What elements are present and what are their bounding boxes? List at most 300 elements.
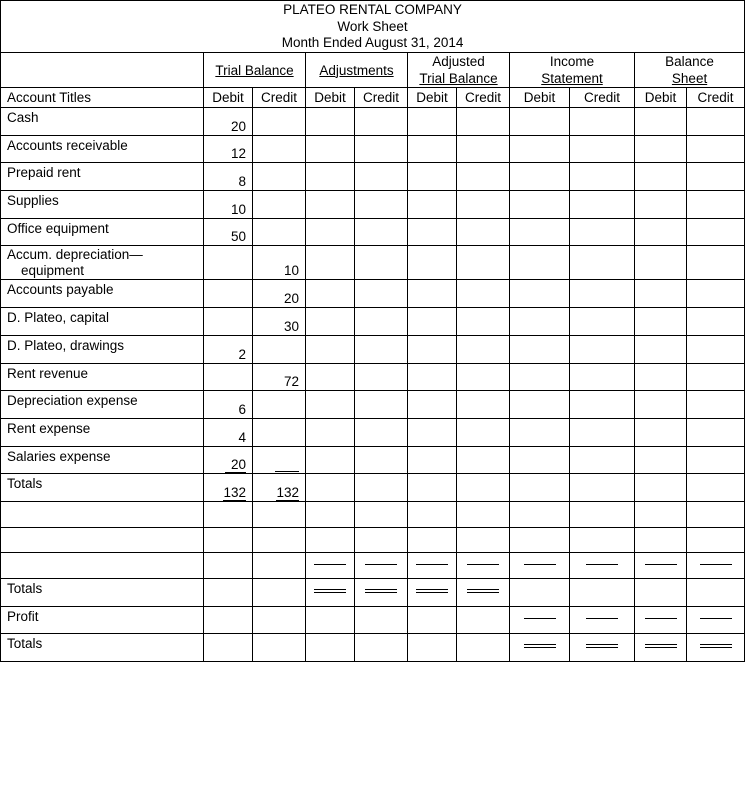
cell <box>687 280 745 308</box>
tb-debit <box>204 135 253 163</box>
cell <box>687 501 745 527</box>
footer-rows <box>1 474 745 662</box>
cell <box>635 308 687 336</box>
cell <box>306 391 355 419</box>
cell <box>635 280 687 308</box>
cell <box>510 606 570 634</box>
cell <box>457 474 510 502</box>
cell <box>570 191 635 219</box>
cell <box>355 163 408 191</box>
account-title: Depreciation expense <box>1 391 204 419</box>
title-block <box>1 1 745 53</box>
account-title: Salaries expense <box>1 446 204 474</box>
tb-debit <box>204 308 253 336</box>
account-row <box>1 280 745 308</box>
tb-credit-value: 20 <box>283 291 299 307</box>
cell <box>510 335 570 363</box>
final-totals-row <box>1 634 745 662</box>
cell <box>355 634 408 662</box>
account-title: Totals <box>1 579 204 607</box>
cell <box>570 391 635 419</box>
cell <box>510 553 570 579</box>
cell <box>355 474 408 502</box>
cell <box>408 418 457 446</box>
cell <box>457 135 510 163</box>
cell <box>355 308 408 336</box>
group-income-line1: Income <box>549 54 595 69</box>
tb-credit <box>253 335 306 363</box>
cell <box>457 218 510 246</box>
cell <box>570 553 635 579</box>
cell <box>204 501 253 527</box>
cell <box>355 391 408 419</box>
cell <box>408 191 457 219</box>
tb-credit <box>253 391 306 419</box>
cell <box>687 391 745 419</box>
blank-row <box>1 501 745 527</box>
cell <box>457 335 510 363</box>
cell <box>570 501 635 527</box>
cell <box>570 135 635 163</box>
cell <box>408 335 457 363</box>
cell <box>355 135 408 163</box>
cell <box>570 108 635 136</box>
cell <box>635 634 687 662</box>
cell <box>457 391 510 419</box>
cell <box>204 579 253 607</box>
tb-debit-value: 6 <box>238 401 246 417</box>
account-row <box>1 335 745 363</box>
cell <box>355 501 408 527</box>
cell <box>408 308 457 336</box>
cell <box>635 527 687 553</box>
cell <box>408 446 457 474</box>
cell <box>253 527 306 553</box>
cell <box>687 606 745 634</box>
tb-credit-total <box>253 474 306 502</box>
cell <box>635 108 687 136</box>
cell <box>408 606 457 634</box>
group-adjustments-label: Adjustments <box>319 62 394 78</box>
cell <box>408 553 457 579</box>
cell <box>306 163 355 191</box>
cell <box>510 280 570 308</box>
double-rule <box>365 589 397 593</box>
account-title: D. Plateo, capital <box>1 308 204 336</box>
account-row <box>1 446 745 474</box>
tb-debit <box>204 191 253 219</box>
cell <box>457 501 510 527</box>
cell <box>510 218 570 246</box>
cell <box>687 474 745 502</box>
account-row <box>1 191 745 219</box>
group-income-statement <box>510 53 635 88</box>
cell <box>510 191 570 219</box>
cell <box>510 363 570 391</box>
account-row <box>1 363 745 391</box>
tb-debit-value: 10 <box>230 201 246 217</box>
cell <box>1 527 204 553</box>
tb-credit <box>253 280 306 308</box>
double-rule <box>586 644 618 648</box>
account-title: Rent revenue <box>1 363 204 391</box>
cell <box>355 606 408 634</box>
blank-row <box>1 527 745 553</box>
cell <box>355 579 408 607</box>
cell <box>635 418 687 446</box>
cell <box>306 218 355 246</box>
cell <box>635 163 687 191</box>
group-balance-sheet <box>635 53 745 88</box>
cell <box>408 218 457 246</box>
cell <box>457 418 510 446</box>
cell <box>355 246 408 280</box>
single-rule <box>645 618 677 619</box>
single-rule <box>524 618 556 619</box>
single-rule <box>365 564 397 565</box>
tb-credit <box>253 446 306 474</box>
cell <box>204 527 253 553</box>
cell <box>408 391 457 419</box>
single-rule <box>645 564 677 565</box>
cell <box>204 553 253 579</box>
group-income-line2: Statement <box>541 71 603 86</box>
cell <box>306 335 355 363</box>
cell <box>204 634 253 662</box>
cell <box>355 108 408 136</box>
cell <box>306 191 355 219</box>
company-name: PLATEO RENTAL COMPANY <box>283 2 462 17</box>
col-atb-debit: Debit <box>408 88 457 108</box>
cell <box>457 363 510 391</box>
cell <box>306 553 355 579</box>
tb-debit <box>204 108 253 136</box>
account-title: Rent expense <box>1 418 204 446</box>
col-atb-credit: Credit <box>457 88 510 108</box>
cell <box>510 163 570 191</box>
group-adjustments <box>306 53 408 88</box>
col-is-debit: Debit <box>510 88 570 108</box>
cell <box>457 191 510 219</box>
cell <box>570 163 635 191</box>
tb-debit <box>204 280 253 308</box>
cell <box>457 606 510 634</box>
cell <box>635 218 687 246</box>
group-balance-line1: Balance <box>665 54 714 69</box>
tb-debit <box>204 363 253 391</box>
cell <box>635 363 687 391</box>
cell <box>408 246 457 280</box>
tb-credit <box>253 218 306 246</box>
double-rule <box>524 644 556 648</box>
account-row <box>1 108 745 136</box>
cell <box>306 280 355 308</box>
group-header-row <box>1 53 745 88</box>
cell <box>408 280 457 308</box>
cell <box>355 446 408 474</box>
cell <box>687 246 745 280</box>
tb-credit <box>253 308 306 336</box>
cell <box>510 308 570 336</box>
cell <box>457 280 510 308</box>
cell <box>408 634 457 662</box>
single-rule <box>275 457 299 472</box>
cell <box>570 474 635 502</box>
tb-debit-value: 20 <box>225 457 246 473</box>
tb-credit <box>253 246 306 280</box>
cell <box>355 527 408 553</box>
group-blank <box>1 53 204 88</box>
single-rule <box>467 564 499 565</box>
cell <box>306 579 355 607</box>
col-bs-credit: Credit <box>687 88 745 108</box>
tb-credit <box>253 163 306 191</box>
cell <box>253 553 306 579</box>
tb-credit-value: 30 <box>283 318 299 334</box>
report-name: Work Sheet <box>337 18 408 34</box>
cell <box>306 446 355 474</box>
group-adjusted-trial-balance <box>408 53 510 88</box>
tb-credit <box>253 108 306 136</box>
cell <box>408 579 457 607</box>
cell <box>457 527 510 553</box>
tb-debit-total-value: 132 <box>223 485 246 502</box>
cell <box>457 446 510 474</box>
cell <box>687 135 745 163</box>
account-title: Profit <box>1 606 204 634</box>
account-row <box>1 391 745 419</box>
tb-debit-value: 12 <box>230 146 246 162</box>
tb-debit <box>204 163 253 191</box>
double-rule <box>467 589 499 593</box>
single-rule <box>524 564 556 565</box>
cell <box>687 163 745 191</box>
cell <box>408 135 457 163</box>
account-title <box>1 246 204 280</box>
double-rule <box>645 644 677 648</box>
cell <box>253 579 306 607</box>
tb-credit <box>253 135 306 163</box>
cell <box>570 527 635 553</box>
col-tb-debit: Debit <box>204 88 253 108</box>
cell <box>204 606 253 634</box>
cell <box>570 363 635 391</box>
cell <box>457 553 510 579</box>
account-title: Office equipment <box>1 218 204 246</box>
cell <box>408 527 457 553</box>
cell <box>306 135 355 163</box>
cell <box>510 527 570 553</box>
group-trial-balance <box>204 53 306 88</box>
cell <box>510 579 570 607</box>
cell <box>635 446 687 474</box>
cell <box>635 246 687 280</box>
account-title: Cash <box>1 108 204 136</box>
cell <box>510 446 570 474</box>
cell <box>510 391 570 419</box>
account-title: D. Plateo, drawings <box>1 335 204 363</box>
cell <box>635 391 687 419</box>
adjustments-totals-row <box>1 579 745 607</box>
tb-debit-value: 4 <box>238 429 246 445</box>
cell <box>687 363 745 391</box>
cell <box>570 446 635 474</box>
cell <box>457 108 510 136</box>
tb-credit <box>253 191 306 219</box>
account-row <box>1 246 745 280</box>
col-adj-debit: Debit <box>306 88 355 108</box>
cell <box>457 246 510 280</box>
cell <box>510 246 570 280</box>
cell <box>510 634 570 662</box>
tb-credit-value: 10 <box>283 263 299 279</box>
cell <box>687 218 745 246</box>
cell <box>687 335 745 363</box>
cell <box>355 335 408 363</box>
title-row <box>1 1 745 53</box>
tb-debit <box>204 418 253 446</box>
tb-debit-value: 2 <box>238 346 246 362</box>
cell <box>570 634 635 662</box>
account-rows <box>1 108 745 474</box>
cell <box>635 579 687 607</box>
col-is-credit: Credit <box>570 88 635 108</box>
tb-debit-value: 8 <box>238 174 246 190</box>
account-row <box>1 163 745 191</box>
col-tb-credit: Credit <box>253 88 306 108</box>
cell <box>687 108 745 136</box>
cell <box>570 335 635 363</box>
cell <box>635 474 687 502</box>
tb-debit-value: 50 <box>230 229 246 245</box>
cell <box>457 634 510 662</box>
cell <box>306 246 355 280</box>
account-title: Totals <box>1 634 204 662</box>
cell <box>635 135 687 163</box>
tb-debit <box>204 218 253 246</box>
cell <box>306 527 355 553</box>
account-row <box>1 418 745 446</box>
cell <box>635 553 687 579</box>
cell <box>457 579 510 607</box>
cell <box>306 108 355 136</box>
tb-debit-value: 20 <box>230 118 246 134</box>
single-rule <box>700 564 732 565</box>
double-rule <box>416 589 448 593</box>
cell <box>355 553 408 579</box>
group-trial-balance-label: Trial Balance <box>215 62 294 78</box>
cell <box>408 108 457 136</box>
rule-row <box>1 553 745 579</box>
cell <box>687 191 745 219</box>
single-rule <box>700 618 732 619</box>
account-row <box>1 308 745 336</box>
cell <box>570 218 635 246</box>
cell <box>687 553 745 579</box>
cell <box>253 501 306 527</box>
cell <box>687 579 745 607</box>
cell <box>510 108 570 136</box>
cell <box>408 163 457 191</box>
cell <box>687 527 745 553</box>
cell <box>408 501 457 527</box>
single-rule <box>416 564 448 565</box>
double-rule <box>700 644 732 648</box>
group-adjusted-line1: Adjusted <box>432 54 485 69</box>
cell <box>306 418 355 446</box>
tb-credit <box>253 418 306 446</box>
totals-row <box>1 474 745 502</box>
cell <box>570 579 635 607</box>
cell <box>570 418 635 446</box>
cell <box>355 280 408 308</box>
report-period: Month Ended August 31, 2014 <box>281 35 464 50</box>
cell <box>687 634 745 662</box>
tb-debit <box>204 335 253 363</box>
cell <box>1 553 204 579</box>
account-row <box>1 218 745 246</box>
account-title: Supplies <box>1 191 204 219</box>
tb-debit <box>204 391 253 419</box>
cell <box>635 606 687 634</box>
cell <box>306 308 355 336</box>
cell <box>635 335 687 363</box>
cell <box>253 634 306 662</box>
cell <box>306 606 355 634</box>
double-rule <box>314 589 346 593</box>
cell <box>306 363 355 391</box>
single-rule <box>314 564 346 565</box>
cell <box>510 135 570 163</box>
col-account-titles: Account Titles <box>1 88 204 108</box>
account-title: Prepaid rent <box>1 163 204 191</box>
cell <box>687 446 745 474</box>
cell <box>457 308 510 336</box>
account-title-line2: equipment <box>21 263 85 279</box>
tb-debit-total <box>204 474 253 502</box>
cell <box>306 634 355 662</box>
tb-credit <box>253 363 306 391</box>
profit-row <box>1 606 745 634</box>
group-adjusted-line2: Trial Balance <box>419 71 498 86</box>
cell <box>510 474 570 502</box>
cell <box>306 474 355 502</box>
col-bs-debit: Debit <box>635 88 687 108</box>
single-rule <box>586 564 618 565</box>
account-title: Accounts payable <box>1 280 204 308</box>
account-title-line1: Accum. depreciation— <box>7 247 143 263</box>
tb-credit-value: 72 <box>283 374 299 390</box>
cell <box>355 218 408 246</box>
cell <box>635 501 687 527</box>
cell <box>687 418 745 446</box>
cell <box>253 606 306 634</box>
col-adj-credit: Credit <box>355 88 408 108</box>
cell <box>408 474 457 502</box>
tb-credit-total-value: 132 <box>276 485 299 502</box>
group-balance-line2: Sheet <box>671 71 708 86</box>
cell <box>510 418 570 446</box>
account-title: Accounts receivable <box>1 135 204 163</box>
cell <box>570 246 635 280</box>
cell <box>510 501 570 527</box>
tb-debit <box>204 246 253 280</box>
cell <box>355 191 408 219</box>
account-title: Totals <box>1 474 204 502</box>
cell <box>457 163 510 191</box>
cell <box>306 501 355 527</box>
single-rule <box>586 618 618 619</box>
